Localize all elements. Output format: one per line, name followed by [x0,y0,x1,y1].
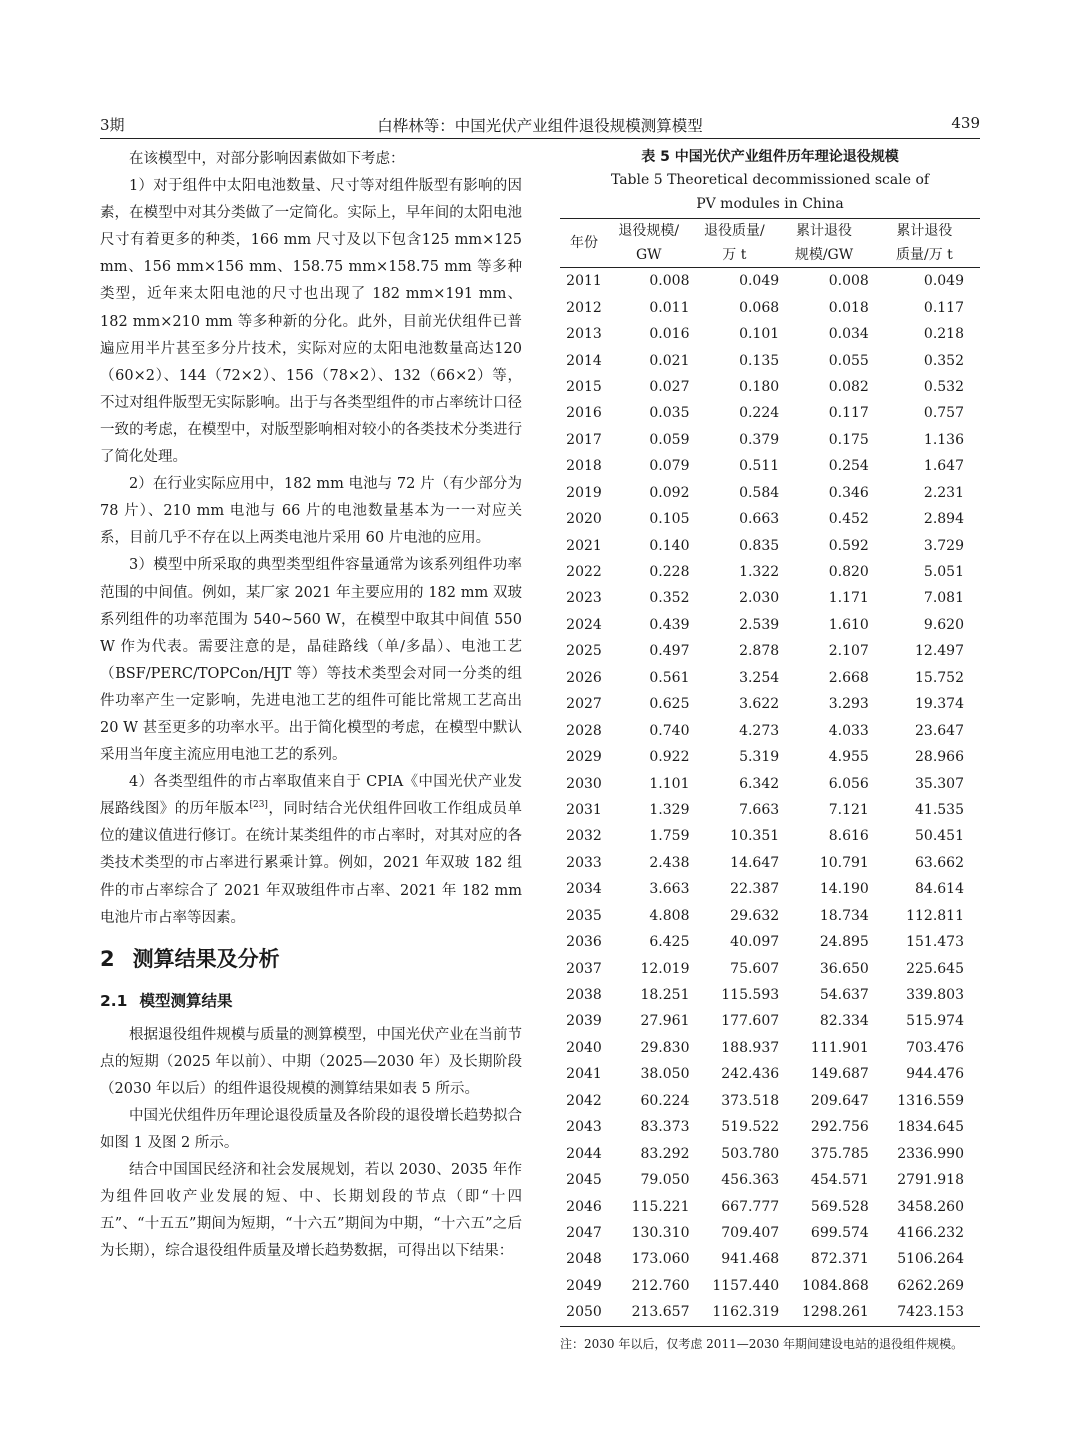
table-row [560,717,980,743]
table-row [560,691,980,717]
table-cell: 0.561 [649,669,690,686]
table-cell: 1834.645 [897,1119,964,1136]
table-cell: 1.647 [923,458,964,475]
table-cell: 0.027 [649,378,690,395]
table-cell: 2036 [566,934,602,951]
table-row [560,638,980,664]
table-cell: 2019 [566,484,602,501]
table-cell: 0.497 [649,643,690,660]
table-cell: 4.033 [828,722,869,739]
table-cell: 0.105 [649,511,690,528]
table-cell: 4.273 [739,722,780,739]
table-cell: 212.760 [631,1277,690,1294]
table-cell: 225.645 [906,960,964,977]
table-cell: 0.035 [649,405,690,422]
table-cell: 0.117 [923,299,964,316]
table-cell: 515.974 [906,1013,964,1030]
table-cell: 18.251 [640,987,690,1004]
table-cell: 0.625 [649,696,690,713]
table-cell: 27.961 [640,1013,690,1030]
table-cell: 0.352 [923,352,964,369]
table-cell: 0.922 [649,749,690,766]
table-cell: 2040 [566,1039,602,1056]
table-cell: 2016 [566,405,602,422]
table-cell: 456.363 [721,1172,780,1189]
table-cell: 872.371 [810,1251,869,1268]
table-cell: 149.687 [810,1066,869,1083]
table-row [560,797,980,823]
table-cell: 339.803 [906,987,964,1004]
table-cell: 60.224 [640,1092,690,1109]
table-cell: 2.030 [739,590,780,607]
table-cell: 944.476 [906,1066,964,1083]
table-cell: 22.387 [730,881,780,898]
section-title: 测算结果及分析 [132,946,280,971]
table-cell: 111.901 [810,1039,869,1056]
paragraph-results: 根据退役组件规模与质量的测算模型，中国光伏产业在当前节点的短期（2025 年以前）、中期（2025—2030 年）及长期阶段（2030 年以后）的组件退役规模的测算结果如表 5 所示。 [100,1026,522,1097]
table-cell: 2028 [566,722,602,739]
table-cell: 9.620 [923,616,964,633]
table-cell: 4.955 [828,749,869,766]
paragraph-item-4 [100,769,522,932]
table-cell: 2035 [566,907,602,924]
table-cell: 7.121 [828,801,869,818]
table-cell: 2039 [566,1013,602,1030]
table-cell: 82.334 [819,1013,869,1030]
table-cell: 12.019 [640,960,690,977]
table-cell: 0.175 [828,431,869,448]
table-cell: 14.190 [819,881,869,898]
table-cell: 667.777 [721,1198,780,1215]
table-cell: 5.319 [739,749,780,766]
table-cell: 0.352 [649,590,690,607]
header-cumulative-scale: 累计退役 规模/GW [794,223,854,263]
table-row [560,453,980,479]
table-cell: 115.593 [721,987,780,1004]
table-cell: 29.830 [640,1039,690,1056]
table-cell: 709.407 [721,1224,780,1241]
section-number: 2 [100,946,115,971]
table-cell: 1.759 [649,828,690,845]
table-cell: 0.379 [739,431,780,448]
table-cell: 24.895 [819,934,869,951]
table-cell: 242.436 [721,1066,780,1083]
table-row [560,268,980,295]
table-row [560,770,980,796]
table-row [560,1088,980,1114]
table-cell: 0.049 [923,273,964,290]
table-cell: 454.571 [810,1172,869,1189]
table-cell: 0.254 [828,458,869,475]
table-header [560,219,980,268]
paragraph-item-2: 2）在行业实际应用中，182 mm 电池与 72 片（有少部分为 78 片）、210 mm 电池与 66 片的电池数量基本为一一对应关系，目前几乎不存在以上两类电池片采用 60 片电池的应用。 [100,476,522,547]
table-cell: 1316.559 [897,1092,964,1109]
table-cell: 38.050 [640,1066,690,1083]
table-cell: 83.292 [640,1145,690,1162]
table-cell: 0.135 [739,352,780,369]
table-cell: 2026 [566,669,602,686]
table-cell: 0.082 [828,378,869,395]
table-row [560,1035,980,1061]
table-body [560,268,980,1327]
table-cell: 18.734 [819,907,869,924]
table-cell: 75.607 [730,960,780,977]
table-cell: 4.808 [649,907,690,924]
table-cell: 1.329 [649,801,690,818]
table-cell: 10.791 [819,854,869,871]
table-cell: 5106.264 [897,1251,964,1268]
table-cell: 0.059 [649,431,690,448]
table-cell: 2.107 [828,643,869,660]
table-cell: 40.097 [730,934,780,951]
table-cell: 2032 [566,828,602,845]
table-cell: 0.021 [649,352,690,369]
table-cell: 2027 [566,696,602,713]
table-cell: 0.117 [828,405,869,422]
table-row [560,876,980,902]
table-row [560,559,980,585]
table-row [560,612,980,638]
table-cell: 14.647 [730,854,780,871]
table-cell: 2791.918 [897,1172,964,1189]
table-cell: 3.729 [923,537,964,554]
table-cell: 28.966 [915,749,964,766]
table-cell: 213.657 [631,1304,690,1321]
table-cell: 2047 [566,1224,602,1241]
table-cell: 209.647 [810,1092,869,1109]
table-row [560,1273,980,1299]
table-cell: 1298.261 [802,1304,869,1321]
table-cell: 0.016 [649,326,690,343]
table-cell: 2034 [566,881,602,898]
table-cell: 2029 [566,749,602,766]
table-cell: 0.452 [828,511,869,528]
table-cell: 3.622 [739,696,780,713]
table-cell: 0.049 [739,273,780,290]
table-cell: 2049 [566,1277,602,1294]
table-cell: 2.668 [828,669,869,686]
table-cell: 2025 [566,643,602,660]
paragraph-item-1: 1）对于组件中太阳电池数量、尺寸等对组件版型有影响的因素，在模型中对其分类做了一定简化。实际上，早年间的太阳电池尺寸有着更多的种类，166 mm 尺寸及以下包含125 mm×125 mm、156 mm×156 mm、158.75 mm×158.75 mm 等多种类型，近年来太阳电池的尺寸也出现了 182 mm×191 mm、182 mm×210 mm 等多种新的分化。此外，目前光伏组件已普遍应用半片甚至多分片技术，实际对应的太阳电池数量高达120（60×2）、144（72×2）、156（78×2）、132（66×2）等，不过对组件版型无实际影响。出于与各类型组件的市占率统计口径一致的考虑，在模型中，对版型影响相对较小的各类技术分类进行了简化处理。 [100,178,522,466]
table-cell: 2048 [566,1251,602,1268]
table-cell: 2022 [566,564,602,581]
table-cell: 2041 [566,1066,602,1083]
table-cell: 6.425 [649,934,690,951]
table-cell: 41.535 [915,801,964,818]
table-cell: 2046 [566,1198,602,1215]
table-cell: 0.008 [649,273,690,290]
table-cell: 0.511 [739,458,780,475]
table-cell: 35.307 [915,775,964,792]
subsection-heading [100,986,522,1016]
subsection-number: 2.1 [100,991,128,1010]
table-cell: 7.081 [923,590,964,607]
table-cell: 0.224 [739,405,780,422]
table-row [560,532,980,558]
running-title: 白桦林等：中国光伏产业组件退役规模测算模型 [377,117,703,135]
paragraph-planning: 结合中国国民经济和社会发展规划，若以 2030、2035 年作为组件回收产业发展的短、中、长期划段的节点（即“十四五”、“十五五”期间为短期，“十六五”期间为中期，“十六五”之后为长期），综合退役组件质量及增长趋势数据，可得出以下结果： [100,1162,522,1260]
paragraph-item-4-b: ，同时结合光伏组件回收工作组成员单位的建议值进行修订。在统计某类组件的市占率时，对其对应的各类技术类型的市占率进行累乘计算。例如，2021 年双玻 182 组件的市占率综合了 2021 年双玻组件市占率、2021 年 182 mm 电池片市占率等因素。 [100,801,523,926]
table-row [560,374,980,400]
table-row [560,850,980,876]
table-row [560,1299,980,1326]
table-cell: 84.614 [915,881,964,898]
decommission-table [560,218,980,1327]
table-cell: 2042 [566,1092,602,1109]
table-cell: 7423.153 [897,1304,964,1321]
table-cell: 373.518 [721,1092,780,1109]
left-column [100,146,522,1266]
citation-ref: [23] [249,800,268,811]
table-cell: 0.055 [828,352,869,369]
table-row [560,480,980,506]
table-cell: 3.293 [828,696,869,713]
table-cell: 115.221 [631,1198,690,1215]
table-cell: 83.373 [640,1119,690,1136]
table-cell: 1.171 [828,590,869,607]
table-cell: 0.663 [739,511,780,528]
table-row [560,1008,980,1034]
table-cell: 0.532 [923,378,964,395]
table-cell: 1084.868 [802,1277,869,1294]
table-row [560,294,980,320]
table-cell: 2050 [566,1304,602,1321]
table-note: 注：2030 年以后，仅考虑 2011—2030 年期间建设电站的退役组件规模。 [560,1336,964,1351]
table-cell: 1.610 [828,616,869,633]
table-caption-en: Table 5 Theoretical decommissioned scale of PV modules in China [610,172,930,212]
table-cell: 0.068 [739,299,780,316]
table-cell: 0.008 [828,273,869,290]
header-year: 年份 [570,235,598,251]
table-cell: 0.101 [739,326,780,343]
table-row [560,823,980,849]
table-cell: 36.650 [819,960,869,977]
table-cell: 1162.319 [712,1304,780,1321]
table-cell: 15.752 [915,669,964,686]
table-cell: 1.101 [649,775,690,792]
table-cell: 7.663 [739,801,780,818]
table-cell: 0.584 [739,484,780,501]
table-cell: 2043 [566,1119,602,1136]
table-cell: 503.780 [721,1145,780,1162]
table-cell: 2038 [566,987,602,1004]
table-row [560,506,980,532]
table-cell: 19.374 [915,696,964,713]
table-row [560,585,980,611]
table-row [560,347,980,373]
header-annual-scale: 退役规模/ GW [618,223,680,263]
table-row [560,1193,980,1219]
table-cell: 2013 [566,326,602,343]
table-cell: 0.092 [649,484,690,501]
table-cell: 2023 [566,590,602,607]
table-cell: 0.011 [649,299,690,316]
table-row [560,929,980,955]
table-cell: 2.894 [923,511,964,528]
table-cell: 2017 [566,431,602,448]
right-column [560,146,980,1352]
table-cell: 0.180 [739,378,780,395]
table-cell: 2044 [566,1145,602,1162]
paragraph-item-3: 3）模型中所采取的典型类型组件容量通常为该系列组件功率范围的中间值。例如，某厂家 2021 年主要应用的 182 mm 双玻系列组件的功率范围为 540~560 W，在模型中取其中间值 550 W 作为代表。需要注意的是，晶硅路线（单/多晶）、电池工艺（BSF/PERC/TOPCon/HJT 等）等技术类型会对同一分类的组件功率产生一定影响，先进电池工艺的组件可能比常规工艺高出 20 W 甚至更多的功率水平。出于简化模型的考虑，在模型中默认采用当年度主流应用电池工艺的系列。 [100,557,522,764]
table-cell: 188.937 [721,1039,780,1056]
table-cell: 1157.440 [712,1277,780,1294]
table-cell: 4166.232 [897,1224,964,1241]
table-cell: 1.322 [739,564,780,581]
table-cell: 79.050 [640,1172,690,1189]
table-row [560,982,980,1008]
table-cell: 112.811 [906,907,964,924]
table-cell: 2024 [566,616,602,633]
issue-number: 3期 [100,116,125,134]
table-row [560,955,980,981]
table-cell: 2.231 [923,484,964,501]
table-row [560,665,980,691]
table-row [560,400,980,426]
table-cell: 2045 [566,1172,602,1189]
table-cell: 2011 [566,273,602,290]
table-cell: 0.218 [923,326,964,343]
table-cell: 177.607 [721,1013,780,1030]
table-cell: 0.820 [828,564,869,581]
table-cell: 2015 [566,378,602,395]
running-header [100,112,980,139]
table-cell: 2031 [566,801,602,818]
table-cell: 703.476 [906,1039,964,1056]
table-row [560,427,980,453]
table-cell: 941.468 [721,1251,780,1268]
header-annual-mass: 退役质量/ 万 t [703,223,765,263]
table-cell: 130.310 [631,1224,690,1241]
table-row [560,903,980,929]
table-cell: 173.060 [631,1251,690,1268]
table-cell: 29.632 [730,907,780,924]
table-cell: 0.592 [828,537,869,554]
table-cell: 3458.260 [897,1198,964,1215]
table-cell: 0.140 [649,537,690,554]
table-cell: 699.574 [810,1224,869,1241]
table-cell: 0.079 [649,458,690,475]
table-cell: 3.663 [649,881,690,898]
table-cell: 0.439 [649,616,690,633]
table-cell: 2336.990 [897,1145,964,1162]
table-cell: 0.346 [828,484,869,501]
table-cell: 375.785 [810,1145,869,1162]
table-cell: 0.018 [828,299,869,316]
table-cell: 0.757 [923,405,964,422]
table-cell: 0.740 [649,722,690,739]
header-cumulative-mass: 累计退役 质量/万 t [896,223,953,263]
section-heading [100,942,522,976]
page-number: 439 [951,114,980,132]
paragraph-figures: 中国光伏组件历年理论退役质量及各阶段的退役增长趋势拟合如图 1 及图 2 所示。 [100,1108,522,1152]
table-cell: 2.539 [739,616,780,633]
table-cell: 2037 [566,960,602,977]
table-cell: 3.254 [739,669,780,686]
paragraph-item-4-a: 4）各类型组件的市占率取值来自于 CPIA《中国光伏产业发展路线图》的历年版本 [100,774,522,818]
table-caption-cn: 表 5 中国光伏产业组件历年理论退役规模 [641,149,899,165]
table-cell: 12.497 [915,643,964,660]
table-row [560,1246,980,1272]
table-row [560,744,980,770]
table-cell: 2021 [566,537,602,554]
table-cell: 2.438 [649,854,690,871]
table-row [560,1061,980,1087]
table-cell: 10.351 [730,828,780,845]
table-cell: 8.616 [828,828,869,845]
paragraph-intro: 在该模型中，对部分影响因素做如下考虑： [129,151,405,167]
table-cell: 292.756 [810,1119,869,1136]
table-cell: 23.647 [915,722,964,739]
table-row [560,1114,980,1140]
table-cell: 2.878 [739,643,780,660]
table-cell: 63.662 [915,854,964,871]
table-cell: 2033 [566,854,602,871]
table-cell: 2020 [566,511,602,528]
table-cell: 0.228 [649,564,690,581]
table-cell: 2030 [566,775,602,792]
table-cell: 519.522 [721,1119,780,1136]
table-cell: 6.056 [828,775,869,792]
table-row [560,1220,980,1246]
table-row [560,1140,980,1166]
subsection-title: 模型测算结果 [139,991,233,1010]
table-cell: 0.835 [739,537,780,554]
table-row [560,1167,980,1193]
table-cell: 0.034 [828,326,869,343]
table-cell: 5.051 [923,564,964,581]
table-cell: 2012 [566,299,602,316]
table-cell: 6262.269 [897,1277,964,1294]
table-cell: 6.342 [739,775,780,792]
table-row [560,321,980,347]
table-cell: 569.528 [810,1198,869,1215]
table-cell: 2018 [566,458,602,475]
table-cell: 54.637 [819,987,869,1004]
table-cell: 2014 [566,352,602,369]
table-cell: 50.451 [915,828,964,845]
table-cell: 151.473 [906,934,964,951]
table-cell: 1.136 [923,431,964,448]
